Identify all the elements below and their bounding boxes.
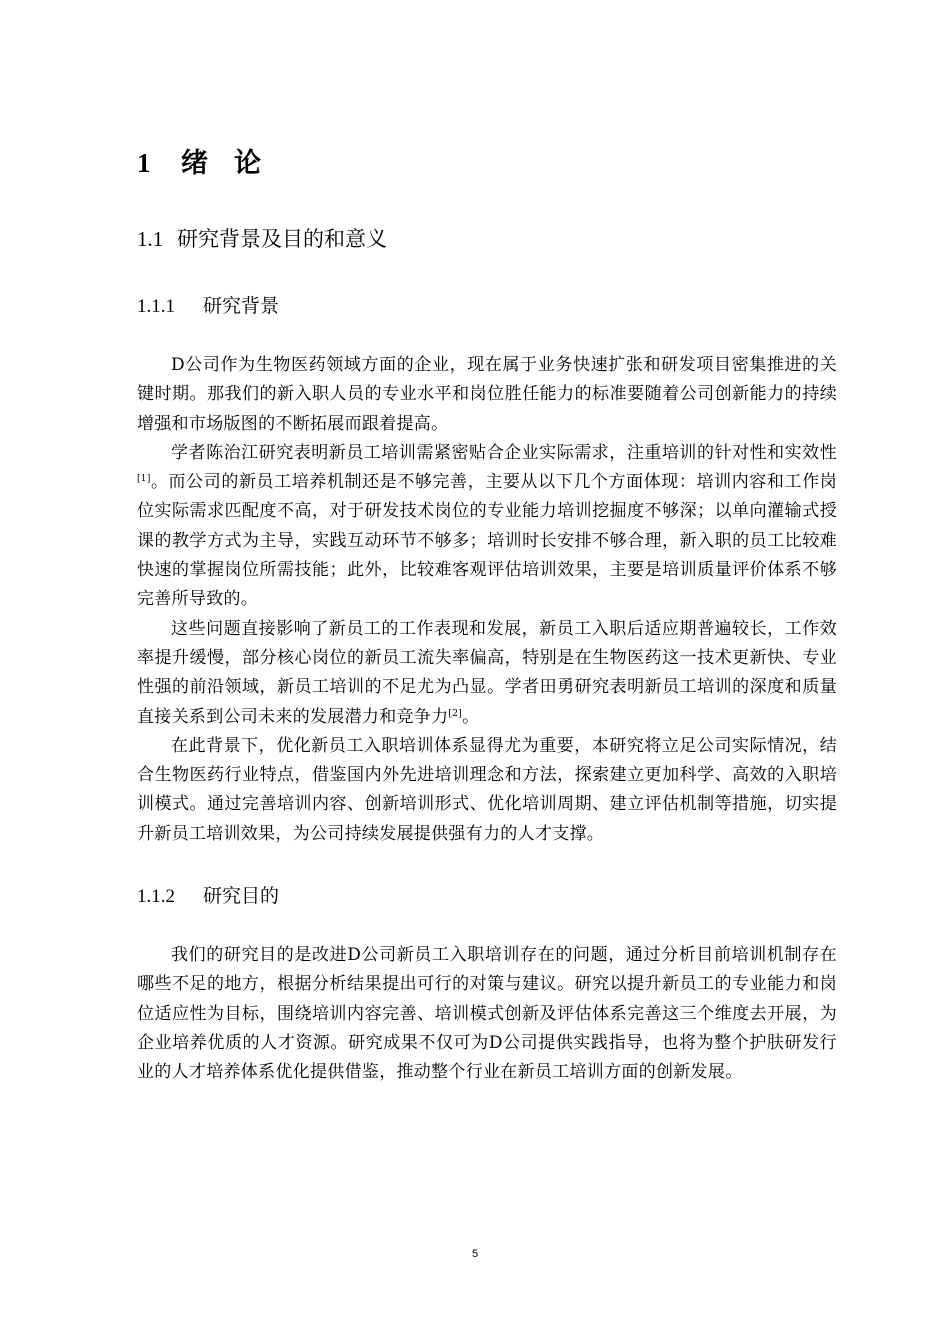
subsection-number: 1.1.2 <box>137 886 175 908</box>
page-content <box>137 135 837 1088</box>
paragraph: 学者陈治江研究表明新员工培训需紧密贴合企业实际需求，注重培训的针对性和实效性[1]。而公司的新员工培养机制还是不够完善，主要从以下几个方面体现：培训内容和工作岗位实际需求匹配度不高，对于研发技术岗位的专业能力培训挖掘度不够深；以单向灌输式授课的教学方式为主导，实践互动环节不够多；培训时长安排不够合理，新入职的员工比较难快速的掌握岗位所需技能；此外，比较难客观评估培训效果，主要是培训质量评价体系不够完善所导致的。 <box>137 442 837 610</box>
citation-ref: [1] <box>137 474 151 485</box>
subsection-title: 研究背景 <box>203 296 280 317</box>
subsection-title: 研究目的 <box>203 886 280 908</box>
section-number: 1.1 <box>137 227 164 251</box>
paragraph: 在此背景下，优化新员工入职培训体系显得尤为重要，本研究将立足公司实际情况，结合生物医药行业特点，借鉴国内外先进培训理念和方法，探索建立更加科学、高效的入职培训模式。通过完善培训内容、创新培训形式、优化培训周期、建立评估机制等措施，切实提升新员工培训效果，为公司持续发展提供强有力的人才支撑。 <box>137 735 837 844</box>
chapter-number: 1 <box>137 148 151 178</box>
chapter-title-char-1: 绪 <box>181 148 208 178</box>
background-body <box>137 351 837 849</box>
paragraph: D公司作为生物医药领域方面的企业，现在属于业务快速扩张和研发项目密集推进的关键时期。那我们的新入职人员的专业水平和岗位胜任能力的标准要随着公司创新能力的持续增强和市场版图的不断拓展而跟着提高。 <box>137 355 837 434</box>
subsection-heading-purpose <box>137 877 837 917</box>
subsection-heading-background <box>137 287 837 327</box>
subsection-number: 1.1.1 <box>137 296 175 317</box>
page-number: 5 <box>471 1248 479 1260</box>
section-title: 研究背景及目的和意义 <box>177 227 387 251</box>
chapter-title-char-2: 论 <box>234 148 261 178</box>
chapter-heading <box>137 135 837 191</box>
section-heading <box>137 219 837 259</box>
paragraph: 这些问题直接影响了新员工的工作表现和发展，新员工入职后适应期普遍较长，工作效率提升缓慢，部分核心岗位的新员工流失率偏高，特别是在生物医药这一技术更新快、专业性强的前沿领域，新员工培训的不足尤为凸显。学者田勇研究表明新员工培训的深度和质量直接关系到公司未来的发展潜力和竞争力[2]。 <box>137 618 837 727</box>
citation-ref: [2] <box>448 708 463 719</box>
purpose-body <box>137 941 837 1087</box>
paragraph: 我们的研究目的是改进D公司新员工入职培训存在的问题，通过分析目前培训机制存在哪些不足的地方，根据分析结果提出可行的对策与建议。研究以提升新员工的专业能力和岗位适应性为目标，围绕培训内容完善、培训模式创新及评估体系完善这三个维度去开展，为企业培养优质的人才资源。研究成果不仅可为D公司提供实践指导，也将为整个护肤研发行业的人才培养体系优化提供借鉴，推动整个行业在新员工培训方面的创新发展。 <box>137 945 837 1083</box>
